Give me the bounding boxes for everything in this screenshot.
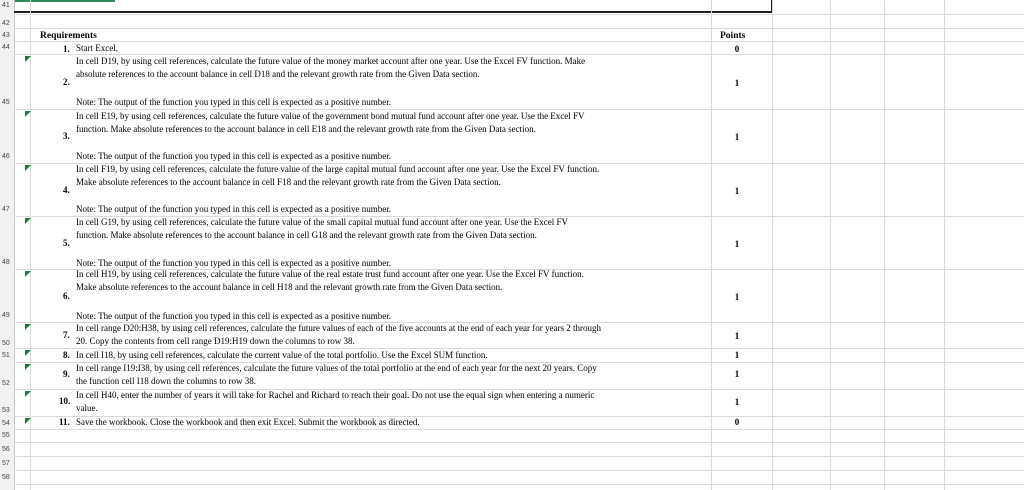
step-text[interactable]: the function cell I18 down the columns to row 38. (76, 376, 256, 386)
step-text[interactable]: Start Excel. (76, 43, 118, 53)
step-note[interactable]: Note: The output of the function you typed in this cell is expected as a positive number. (76, 258, 392, 268)
row-number[interactable]: 50 (2, 340, 10, 347)
row-number[interactable]: 41 (2, 2, 10, 9)
step-text[interactable]: In cell D19, by using cell references, calculate the future value of the money market account after one year. Use the Excel FV function. Make (76, 56, 586, 66)
cell-flag-icon (25, 418, 31, 424)
row-number[interactable]: 46 (2, 153, 10, 160)
step-text[interactable]: Save the workbook. Close the workbook and then exit Excel. Submit the workbook as directed. (76, 417, 420, 427)
row-number[interactable]: 51 (2, 352, 10, 359)
step-number: 8. (63, 350, 70, 360)
step-number: 3. (63, 131, 70, 141)
step-text[interactable]: Make absolute references to the account balance in cell F18 and the relevant growth rate from the Given Data section. (76, 177, 501, 187)
grid-line (14, 429, 1024, 430)
grid-line (830, 0, 831, 490)
requirements-heading: Requirements (40, 31, 97, 41)
grid-line (14, 456, 1024, 457)
cell-flag-icon (25, 111, 31, 117)
grid-line (14, 41, 1024, 42)
step-points[interactable]: 1 (734, 132, 740, 142)
row-number[interactable]: 47 (2, 206, 10, 213)
grid-line (14, 484, 1024, 485)
step-number: 11. (59, 417, 70, 427)
cell-flag-icon (25, 391, 31, 397)
step-points[interactable]: 0 (734, 44, 740, 54)
grid-line (14, 28, 1024, 29)
step-points[interactable]: 1 (734, 186, 740, 196)
grid-line (772, 0, 773, 490)
points-heading: Points (720, 31, 746, 41)
step-number: 9. (63, 369, 70, 379)
step-text[interactable]: function. Make absolute references to the account balance in cell G18 and the relevant growth rate from the Given Data section. (76, 230, 537, 240)
step-text[interactable]: value. (76, 403, 98, 413)
row-number[interactable]: 56 (2, 446, 10, 453)
step-text[interactable]: In cell range I19:I38, by using cell references, calculate the future values of the total portfolio at the end of each year for the next 20 years. Copy (76, 363, 597, 373)
row-number[interactable]: 52 (2, 380, 10, 387)
step-points[interactable]: 1 (734, 397, 740, 407)
step-number: 5. (63, 238, 70, 248)
step-points[interactable]: 1 (734, 292, 740, 302)
cell-flag-icon (25, 165, 31, 171)
row-number[interactable]: 58 (2, 474, 10, 481)
step-number: 6. (63, 291, 70, 301)
grid-line (30, 0, 31, 490)
cell-flag-icon (25, 56, 31, 62)
grid-line (944, 0, 945, 490)
grid-line (14, 442, 1024, 443)
row-number[interactable]: 45 (2, 99, 10, 106)
row-number[interactable]: 57 (2, 460, 10, 467)
step-number: 2. (63, 77, 70, 87)
row-number[interactable]: 48 (2, 259, 10, 266)
cell-flag-icon (25, 271, 31, 277)
step-text[interactable]: absolute references to the account balance in cell D18 and the relevant growth rate from the Given Data section. (76, 69, 480, 79)
step-points[interactable]: 1 (734, 78, 740, 88)
step-text[interactable]: function. Make absolute references to the account balance in cell E18 and the relevant growth rate from the Given Data section. (76, 124, 536, 134)
row-number[interactable]: 53 (2, 407, 10, 414)
step-number: 10. (59, 396, 71, 406)
step-text[interactable]: Make absolute references to the account balance in cell H18 and the relevant growth rate from the Given Data section. (76, 282, 503, 292)
step-text[interactable]: 20. Copy the contents from cell range D19:H19 down the columns to row 38. (76, 336, 355, 346)
grid-line (711, 0, 712, 490)
previous-cell-border (14, 0, 773, 13)
cell-flag-icon (25, 364, 31, 370)
grid-line (884, 0, 885, 490)
step-points[interactable]: 1 (734, 369, 740, 379)
row-number[interactable]: 44 (2, 44, 10, 51)
step-note[interactable]: Note: The output of the function you typed in this cell is expected as a positive number. (76, 151, 392, 161)
step-note[interactable]: Note: The output of the function you typed in this cell is expected as a positive number. (76, 311, 392, 321)
row-number[interactable]: 42 (2, 20, 10, 27)
step-text[interactable]: In cell E19, by using cell references, calculate the future value of the government bond mutual fund account after one year. Use the Excel FV (76, 111, 585, 121)
step-points[interactable]: 1 (734, 350, 740, 360)
step-points[interactable]: 1 (734, 331, 740, 341)
grid-line (14, 470, 1024, 471)
step-note[interactable]: Note: The output of the function you typed in this cell is expected as a positive number. (76, 97, 392, 107)
step-text[interactable]: In cell range D20:H38, by using cell references, calculate the future values of each of the five accounts at the end of each year for years 2 through (76, 323, 602, 333)
step-number: 4. (63, 185, 70, 195)
cell-flag-icon (25, 218, 31, 224)
step-text[interactable]: In cell I18, by using cell references, calculate the current value of the total portfolio. Use the Excel SUM function. (76, 350, 488, 360)
cell-flag-icon (25, 350, 31, 356)
step-number: 1. (63, 44, 70, 54)
step-number: 7. (63, 330, 70, 340)
row-number[interactable]: 55 (2, 432, 10, 439)
cell-flag-icon (25, 324, 31, 330)
step-text[interactable]: In cell F19, by using cell references, calculate the future value of the large capital mutual fund account after one year. Use the Excel FV function. (76, 164, 600, 174)
row-header-column (0, 0, 15, 490)
row-number[interactable]: 49 (2, 312, 10, 319)
step-text[interactable]: In cell H19, by using cell references, calculate the future value of the real estate trust fund account after one year. Use the Excel FV function. (76, 269, 584, 279)
step-note[interactable]: Note: The output of the function you typed in this cell is expected as a positive number. (76, 204, 392, 214)
row-number[interactable]: 54 (2, 420, 10, 427)
grid-line (14, 14, 1024, 15)
step-text[interactable]: In cell G19, by using cell references, calculate the future value of the small capital mutual fund account after one year. Use the Excel FV (76, 217, 569, 227)
step-text[interactable]: In cell H40, enter the number of years it will take for Rachel and Richard to reach their goal. Do not use the equal sign when entering a numeric (76, 390, 595, 400)
step-points[interactable]: 0 (734, 417, 740, 427)
step-points[interactable]: 1 (734, 239, 740, 249)
row-number[interactable]: 43 (2, 32, 10, 39)
